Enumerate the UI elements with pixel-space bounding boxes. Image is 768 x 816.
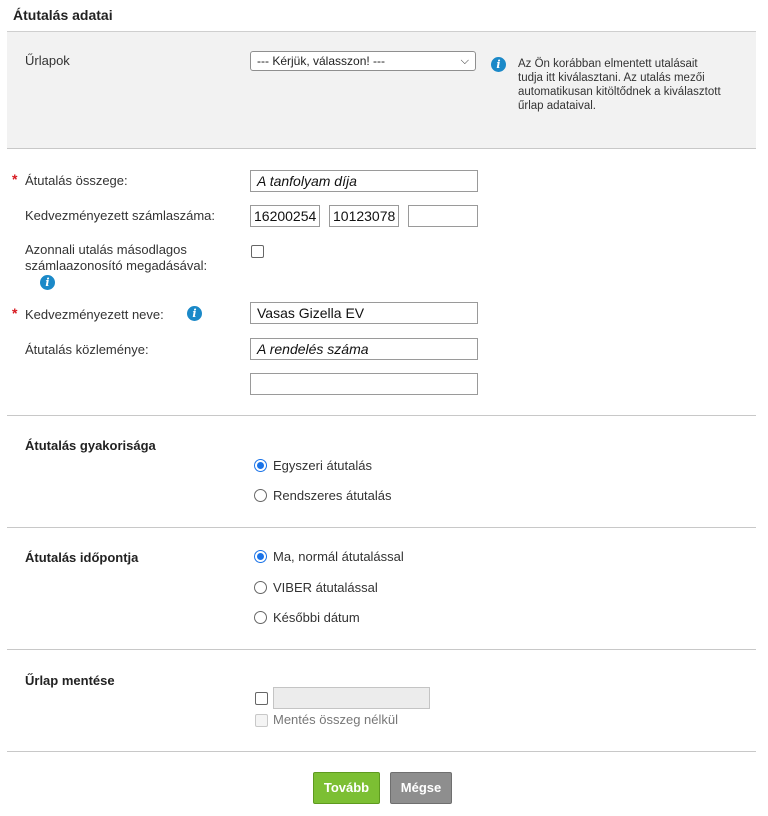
account-number-part3-input[interactable] — [408, 205, 478, 227]
save-without-amount-label: Mentés összeg nélkül — [273, 712, 399, 727]
timing-later-label[interactable]: Későbbi dátum — [273, 610, 360, 625]
transfer-note-second-input[interactable] — [250, 373, 478, 395]
timing-later-radio[interactable] — [254, 611, 267, 624]
save-without-amount-checkbox[interactable] — [255, 714, 268, 727]
page-title: Átutalás adatai — [13, 7, 113, 23]
forms-select[interactable] — [250, 51, 476, 71]
frequency-label: Átutalás gyakorisága — [25, 438, 156, 453]
section-divider — [7, 527, 756, 528]
timing-viber-label[interactable]: VIBER átutalással — [273, 580, 378, 595]
timing-viber-radio[interactable] — [254, 581, 267, 594]
instant-label-line: Azonnali utalás másodlagos — [25, 242, 187, 257]
section-divider — [7, 148, 756, 149]
account-number-part1-input[interactable]: 16200254 — [250, 205, 320, 227]
forms-label: Űrlapok — [25, 53, 70, 68]
timing-label: Átutalás időpontja — [25, 550, 139, 565]
instant-transfer-checkbox[interactable] — [251, 245, 264, 258]
save-form-label: Űrlap mentése — [25, 673, 115, 688]
forms-help-text — [518, 57, 748, 113]
transfer-note-label: Átutalás közleménye: — [25, 342, 149, 357]
instant-label-line: számlaazonosító megadásával: — [25, 258, 208, 273]
beneficiary-name-input[interactable]: Vasas Gizella EV — [250, 302, 478, 324]
timing-today-label[interactable]: Ma, normál átutalással — [273, 549, 404, 564]
amount-input[interactable]: A tanfolyam díja — [250, 170, 478, 192]
section-divider — [7, 415, 756, 416]
account-number-part2-input[interactable]: 10123078 — [329, 205, 399, 227]
save-form-name-input[interactable] — [273, 687, 430, 709]
frequency-once-radio[interactable] — [254, 459, 267, 472]
help-line: tudja itt kiválasztani. Az utalás mezői — [518, 72, 705, 84]
info-icon[interactable]: i — [40, 275, 55, 290]
section-divider — [7, 751, 756, 752]
help-line: űrlap adataival. — [518, 100, 596, 112]
info-icon[interactable]: i — [187, 306, 202, 321]
help-line: automatikusan kitöltődnek a kiválasztott — [518, 86, 721, 98]
save-form-checkbox[interactable] — [255, 692, 268, 705]
frequency-recurring-radio[interactable] — [254, 489, 267, 502]
section-divider — [7, 649, 756, 650]
required-marker: * — [12, 171, 18, 187]
next-button[interactable]: Tovább — [313, 772, 380, 804]
forms-select-value: --- Kérjük, válasszon! --- — [257, 54, 386, 68]
beneficiary-name-label: Kedvezményezett neve: — [25, 307, 164, 322]
chevron-down-icon: ⌵ — [460, 55, 469, 67]
frequency-recurring-label[interactable]: Rendszeres átutalás — [273, 488, 392, 503]
help-line: Az Ön korábban elmentett utalásait — [518, 58, 698, 70]
account-number-label: Kedvezményezett számlaszáma: — [25, 208, 216, 223]
cancel-button[interactable]: Mégse — [390, 772, 452, 804]
instant-transfer-label — [25, 242, 207, 274]
frequency-once-label[interactable]: Egyszeri átutalás — [273, 458, 372, 473]
timing-today-radio[interactable] — [254, 550, 267, 563]
transfer-note-input[interactable]: A rendelés száma — [250, 338, 478, 360]
amount-label: Átutalás összege: — [25, 173, 128, 188]
info-icon[interactable]: i — [491, 57, 506, 72]
required-marker: * — [12, 305, 18, 321]
